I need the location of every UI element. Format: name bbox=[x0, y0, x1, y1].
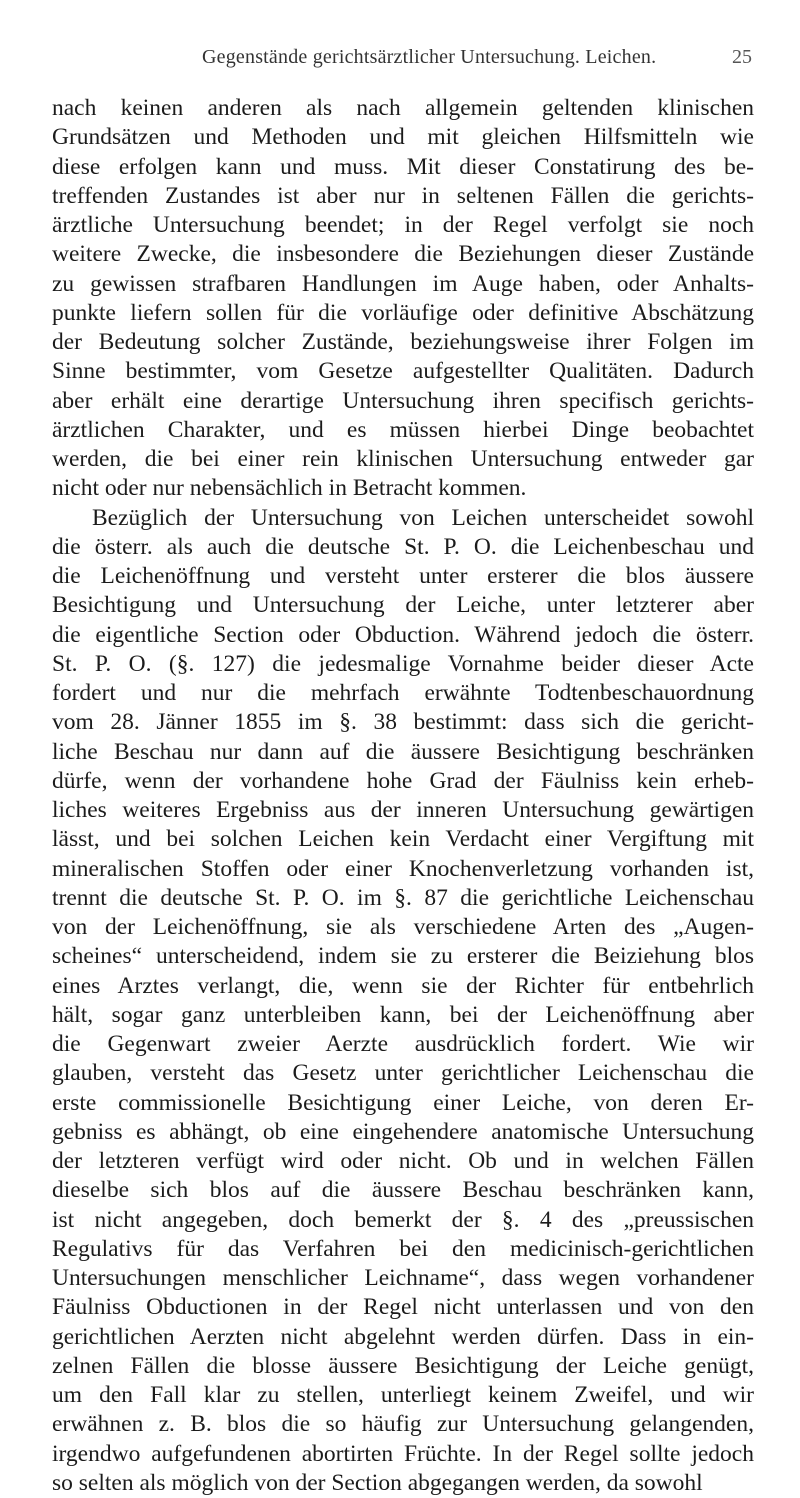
text-line: scheines“ unterscheidend, indem sie zu ersterer die Beiziehung blos bbox=[52, 943, 754, 970]
text-line: erwähnen z. B. blos die so häufig zur Untersuchung gelangenden, bbox=[52, 1411, 754, 1438]
running-header-title: Gegenstände gerichtsärztlicher Untersuchung. Leichen. bbox=[202, 46, 657, 68]
running-header bbox=[52, 46, 754, 70]
book-page bbox=[52, 0, 754, 1496]
text-line: Grundsätzen und Methoden und mit gleichen Hilfsmitteln wie bbox=[52, 124, 754, 151]
text-line: Fäulniss Obductionen in der Regel nicht unterlassen und von den bbox=[52, 1294, 754, 1321]
text-line: ärztliche Untersuchung beendet; in der Regel verfolgt sie noch bbox=[52, 212, 754, 238]
text-line: fordert und nur die mehrfach erwähnte Todtenbeschauordnung bbox=[52, 680, 754, 706]
text-line: liche Beschau nur dann auf die äussere Besichtigung beschränken bbox=[52, 738, 754, 765]
text-line: weitere Zwecke, die insbesondere die Beziehungen dieser Zustände bbox=[52, 241, 754, 268]
text-line: liches weiteres Ergebniss aus der inneren Untersuchung gewärtigen bbox=[52, 797, 754, 823]
text-line: mineralischen Stoffen oder einer Knochenverletzung vorhanden ist, bbox=[52, 855, 754, 882]
text-line: um den Fall klar zu stellen, unterliegt keinem Zweifel, und wir bbox=[52, 1382, 754, 1408]
text-line: dürfe, wenn der vorhandene hohe Grad der Fäulniss kein erheb- bbox=[52, 767, 754, 794]
text-line: vom 28. Jänner 1855 im §. 38 bestimmt: dass sich die gericht- bbox=[52, 709, 754, 736]
text-line: Bezüglich der Untersuchung von Leichen unterscheidet sowohl bbox=[92, 504, 754, 531]
text-line: irgendwo aufgefundenen abortirten Früchte. In der Regel sollte jedoch bbox=[52, 1440, 754, 1467]
text-line: punkte liefern sollen für die vorläufige oder definitive Abschätzung bbox=[52, 299, 754, 326]
body-text bbox=[52, 94, 754, 1498]
text-line: die Leichenöffnung und versteht unter ersterer die blos äussere bbox=[52, 563, 754, 589]
text-line: die eigentliche Section oder Obduction. Während jedoch die österr. bbox=[52, 621, 754, 648]
text-line: gerichtlichen Aerzten nicht abgelehnt werden dürfen. Dass in ein- bbox=[52, 1323, 754, 1350]
text-line: erste commissionelle Besichtigung einer Leiche, von deren Er- bbox=[52, 1089, 754, 1116]
text-line: die Gegenwart zweier Aerzte ausdrücklich fordert. Wie wir bbox=[52, 1031, 754, 1057]
text-line: ist nicht angegeben, doch bemerkt der §. 4 des „preussischen bbox=[52, 1206, 754, 1233]
text-line: Sinne bestimmter, vom Gesetze aufgestellter Qualitäten. Dadurch bbox=[52, 358, 754, 385]
text-line: trennt die deutsche St. P. O. im §. 87 die gerichtliche Leichenschau bbox=[52, 884, 754, 911]
text-line: Besichtigung und Untersuchung der Leiche, unter letzterer aber bbox=[52, 592, 754, 619]
text-line: gebniss es abhängt, ob eine eingehendere anatomische Untersuchung bbox=[52, 1118, 754, 1145]
text-line: die österr. als auch die deutsche St. P. O. die Leichenbeschau und bbox=[52, 533, 754, 560]
text-line: ärztlichen Charakter, und es müssen hierbei Dinge beobachtet bbox=[52, 416, 754, 443]
text-line: eines Arztes verlangt, die, wenn sie der Richter für entbehrlich bbox=[52, 972, 754, 999]
text-line: zu gewissen strafbaren Handlungen im Auge haben, oder Anhalts- bbox=[52, 270, 754, 297]
text-line: St. P. O. (§. 127) die jedesmalige Vornahme beider dieser Acte bbox=[52, 650, 754, 677]
text-line: der letzteren verfügt wird oder nicht. Ob und in welchen Fällen bbox=[52, 1148, 754, 1174]
text-line: werden, die bei einer rein klinischen Untersuchung entweder gar bbox=[52, 446, 754, 472]
text-line: der Bedeutung solcher Zustände, beziehungsweise ihrer Folgen im bbox=[52, 329, 754, 355]
text-line: treffenden Zustandes ist aber nur in seltenen Fällen die gerichts- bbox=[52, 182, 754, 209]
text-line: aber erhält eine derartige Untersuchung ihren specifisch gerichts- bbox=[52, 387, 754, 414]
text-line: hält, sogar ganz unterbleiben kann, bei der Leichenöffnung aber bbox=[52, 1001, 754, 1028]
text-line: nach keinen anderen als nach allgemein geltenden klinischen bbox=[52, 95, 754, 121]
text-line: Regulativs für das Verfahren bei den medicinisch-gerichtlichen bbox=[52, 1235, 754, 1262]
text-line: zelnen Fällen die blosse äussere Besichtigung der Leiche genügt, bbox=[52, 1352, 754, 1379]
text-line: so selten als möglich von der Section abgegangen werden, da sowohl bbox=[52, 1469, 703, 1496]
text-line: lässt, und bei solchen Leichen kein Verdacht einer Vergiftung mit bbox=[52, 826, 754, 853]
text-line: glauben, versteht das Gesetz unter gerichtlicher Leichenschau die bbox=[52, 1060, 754, 1087]
text-line: von der Leichenöffnung, sie als verschiedene Arten des „Augen- bbox=[52, 914, 754, 940]
text-line: dieselbe sich blos auf die äussere Beschau beschränken kann, bbox=[52, 1177, 754, 1204]
text-line: nicht oder nur nebensächlich in Betracht kommen. bbox=[52, 475, 527, 502]
text-line: Untersuchungen menschlicher Leichname“, dass wegen vorhandener bbox=[52, 1265, 754, 1291]
page-number: 25 bbox=[732, 46, 752, 68]
text-line: diese erfolgen kann und muss. Mit dieser Constatirung des be- bbox=[52, 153, 754, 180]
